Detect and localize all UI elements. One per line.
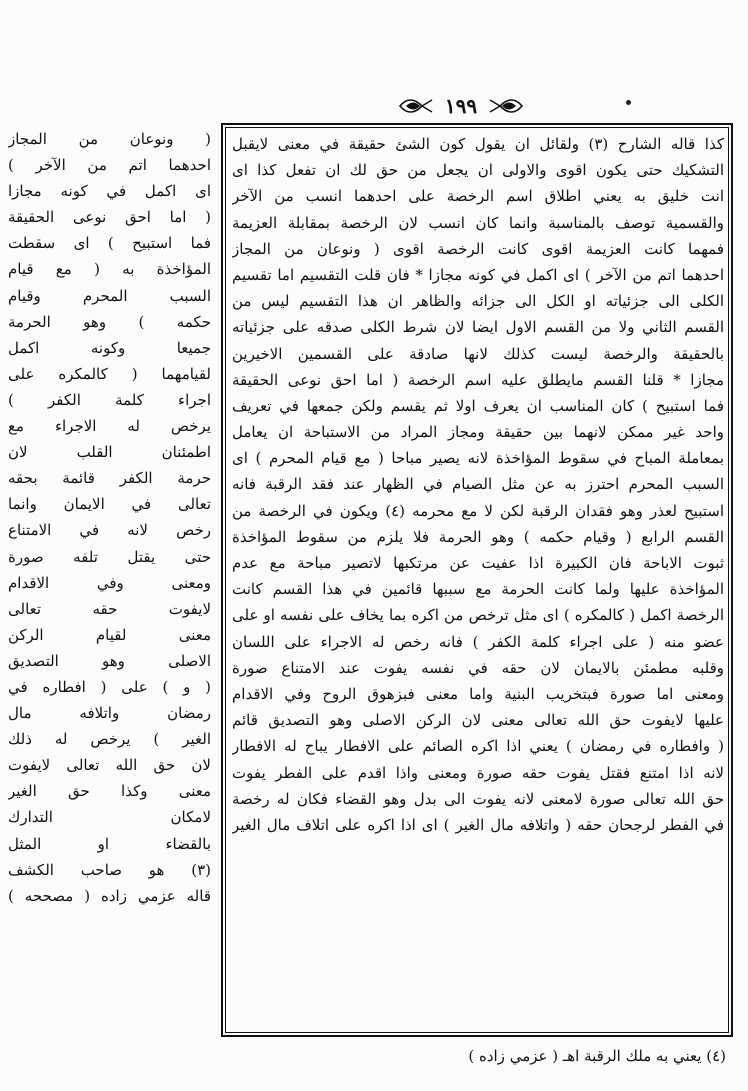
- margin-line: اجراء كلمة الكفر ): [8, 390, 211, 409]
- main-line: المؤاخذة عليها ولما كانت الحرمة مع سببها قائمين في هذا القسم كانت: [232, 580, 724, 599]
- margin-line: حتى يقتل تلفه صورة: [8, 547, 211, 566]
- main-line: في الفطر لرجحان حقه ( واتلافه مال الغير ) اى اذا اكره على اتلاف مال الغير: [232, 815, 724, 834]
- main-line: بالحقيقة والرخصة ليست كذلك لانها صادقة على القسمين الاخيرين: [232, 344, 724, 363]
- main-line: الكلى الى جزئياته او الكل الى جزائه والظاهر ان هذا التقسيم ليس من: [232, 292, 724, 311]
- margin-line: ( و ) على ( افطاره في: [8, 677, 211, 696]
- main-line: السبب المحرم احترز به عن مثل الصيام في الظهار عند فقد الرقبة فانه: [232, 475, 724, 494]
- margin-line: رمضان واتلافه مال: [8, 704, 211, 723]
- main-line: كذا قاله الشارح (٣) ولقائل ان يقول كون الشئ حقيقة في معنى لايقبل: [232, 135, 724, 153]
- page-header: [396, 90, 526, 122]
- margin-line: السبب المحرم وقيام: [8, 286, 211, 305]
- margin-line: المؤاخذة به ( مع قيام: [8, 260, 211, 279]
- main-line: التشكيك حتى يكون اقوى والاولى ان يجعل من حق لك ان تفعل كذا اى: [232, 161, 724, 180]
- footnote: (٤) يعني به ملك الرقبة اهـ ( عزمي زاده ): [468, 1047, 726, 1065]
- main-line: القسم الرابع ( وقيام حكمه ) وهو الحرمة فلا يلزم من سقوط المؤاخذة: [232, 527, 724, 546]
- margin-line: لايفوت حقه تعالى: [8, 599, 211, 618]
- main-line: ( وافطاره في رمضان ) يعني اذا اكره الصائم على الافطار يباح له الافطار: [232, 737, 724, 756]
- main-line: لانه اذا امتنع فقتل يفوت حقه صورة ومعنى واذا اقدم على الفطر يفوت: [232, 763, 724, 782]
- margin-line: اى اكمل في كونه مجازا: [8, 182, 211, 201]
- main-commentary: [232, 131, 724, 838]
- main-line: عليها لايفوت حق الله تعالى معنى لان الركن الاصلى وهو التصديق قائم: [232, 711, 724, 730]
- main-line: وقلبه مطمئن بالايمان لان حقه في نفسه يفوت عند الامتناع صورة: [232, 658, 724, 677]
- main-line: فمهما كانت العزيمة اقوى كانت الرخصة اقوى ( ونوعان من المجاز: [232, 239, 724, 258]
- main-line: القسم الثاني ولا من القسم الاول ايضا لان شرط الكلى صدقه على جزئياته: [232, 318, 724, 337]
- main-line: واحد غير ممكن لانهما بين حقيقة ومجاز المراد من الاستباحة ان يعامل: [232, 423, 724, 442]
- main-line: مجازا * قلنا القسم مايطلق عليه اسم الرخصة ( اما احق نوعى الحقيقة: [232, 370, 724, 389]
- margin-line: تعالى في الايمان وانما: [8, 495, 211, 514]
- main-line: والقسمية توصف بالمناسبة وانما كان انسب لان الرخصة بمقابلة العزيمة: [232, 213, 724, 232]
- margin-line: الغير ) يرخص له ذلك: [8, 730, 211, 749]
- margin-line: لان حق الله تعالى لايفوت: [8, 756, 211, 775]
- margin-line: الاصلى وهو التصديق: [8, 651, 211, 670]
- margin-line: لقيامهما ( كالمكره على: [8, 364, 211, 383]
- margin-line: جميعا وكونه اكمل: [8, 338, 211, 357]
- margin-line: لامكان التدارك: [8, 808, 211, 827]
- main-line: ثبوت الاباحة فان الكبيرة اذا عفيت عن مرتكبها لاتصير مباحة مع عدم: [232, 554, 724, 572]
- main-line: عضو منه ( على اجراء كلمة الكفر ) فانه رخص له الاجراء على اللسان: [232, 632, 724, 651]
- margin-line: ( اما احق نوعى الحقيقة: [8, 208, 211, 227]
- margin-line: اطمئنان القلب لان: [8, 443, 211, 462]
- margin-line: معنى لقيام الركن: [8, 625, 211, 644]
- margin-line: معنى وكذا حق الغير: [8, 782, 211, 801]
- margin-line: يرخص له الاجراء مع: [8, 417, 211, 436]
- main-line: حق الله تعالى صورة لامعنى لانه يفوت الى بدل وهو القضاء فكان له رخصة: [232, 789, 724, 808]
- main-line: استبيح لعذر وهو فقدان الرقبة لكن لا مع محرمه (٤) ويكون في الرخصة من: [232, 501, 724, 520]
- margin-line: فما استبيح ) اى سقطت: [8, 234, 211, 253]
- margin-line: حكمه ) وهو الحرمة: [8, 312, 211, 331]
- margin-line: (٣) هو صاحب الكشف: [8, 860, 211, 879]
- margin-line: ومعنى وفي الاقدام: [8, 573, 211, 592]
- ornament-dot: [626, 100, 631, 105]
- main-line: الرخصة اكمل ( كالمكره ) اى مثل ترخص من اكره بما يخاف على نفسه او على: [232, 606, 724, 625]
- margin-line: احدهما اتم من الآخر ): [8, 156, 211, 175]
- margin-line: ( ونوعان من المجاز: [8, 130, 211, 148]
- page-number: ١٩٩: [444, 94, 478, 118]
- margin-line: رخص لانه في الامتناع: [8, 521, 211, 540]
- margin-matn: [8, 126, 211, 909]
- main-line: ومعنى اما صورة فبتخريب البنية واما معنى فبزهوق الروح وفي الاقدام: [232, 684, 724, 703]
- margin-line: بالقضاء او المثل: [8, 834, 211, 853]
- main-line: احدهما اتم من الآخر ) اى اكمل في كونه مجازا * فان قلت التقسيم اما تقسيم: [232, 265, 724, 284]
- main-line: فما استبيح ) كان المناسب ان يعرف اولا ثم يقسم ولكن جمعها في تعريف: [232, 396, 724, 415]
- main-line: بمعاملة المباح في سقوط المؤاخذة لانه يصير مباحا ( مع قيام المحرم ) اى: [232, 449, 724, 468]
- margin-line: قاله عزمي زاده ( مصححه ): [8, 886, 211, 905]
- main-line: انت خليق به يعني اطلاق اسم الرخصة على احدهما انسب من الآخر: [232, 187, 724, 206]
- margin-line: حرمة الكفر قائمة بحقه: [8, 469, 211, 488]
